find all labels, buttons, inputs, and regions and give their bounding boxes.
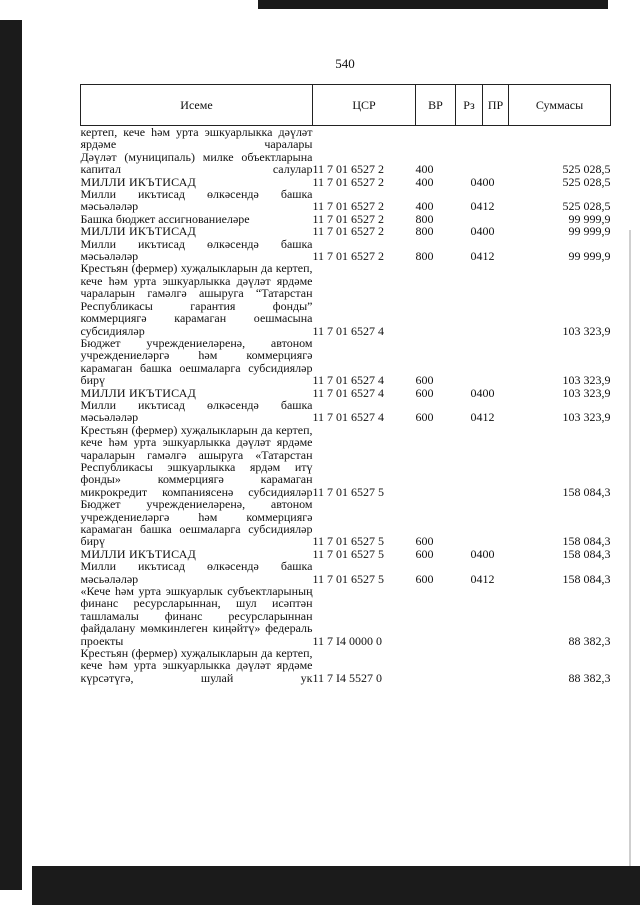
cell-pr bbox=[483, 424, 509, 498]
cell-sum: 103 323,9 bbox=[562, 323, 611, 338]
cell-csr: 11 7 01 6527 4 bbox=[312, 385, 385, 400]
table-row bbox=[81, 262, 611, 336]
cell-csr: 11 7 01 6527 2 bbox=[312, 211, 385, 226]
cell-vr: 600 bbox=[415, 546, 434, 561]
table-row bbox=[81, 238, 611, 263]
cell-pr bbox=[483, 262, 509, 336]
cell-pr bbox=[483, 498, 509, 548]
cell-rz: 04 bbox=[470, 199, 483, 214]
cell-csr: 11 7 01 6527 4 bbox=[312, 323, 385, 338]
cell-vr: 600 bbox=[415, 373, 434, 388]
cell-pr: 12 bbox=[482, 199, 495, 214]
cell-vr: 600 bbox=[415, 571, 434, 586]
cell-name: Крестьян (фермер) хуҗалыкларын да кертеп, кече һәм урта эшкуарлыкка дәүләт ярдәме чараларын гамәлгә ашыруга “Татарстан Республикасы гарантия фонды” коммерциягә карамаган оешмасына субсидияләр bbox=[80, 261, 313, 338]
cell-sum: 525 028,5 bbox=[562, 199, 611, 214]
table-body bbox=[81, 126, 611, 685]
cell-pr: 00 bbox=[482, 546, 495, 561]
cell-vr: 600 bbox=[415, 410, 434, 425]
scan-edge-top bbox=[258, 0, 608, 9]
table-row bbox=[81, 560, 611, 585]
cell-rz bbox=[456, 585, 483, 647]
table-header-row bbox=[81, 85, 611, 126]
cell-vr bbox=[416, 424, 456, 498]
cell-name: МИЛЛИ ИКЪТИСАД bbox=[80, 174, 196, 189]
table-row bbox=[81, 188, 611, 213]
cell-vr: 800 bbox=[415, 224, 434, 239]
cell-csr: 11 7 01 6527 5 bbox=[312, 534, 385, 549]
cell-name: Милли икътисад өлкәсендә башка мәсьәләләр bbox=[80, 397, 313, 425]
cell-vr: 800 bbox=[415, 211, 434, 226]
cell-sum: 88 382,3 bbox=[568, 633, 611, 648]
budget-table bbox=[80, 84, 611, 684]
cell-csr: 11 7 01 6527 2 bbox=[312, 249, 385, 264]
column-header-pr: ПР bbox=[483, 85, 509, 126]
table-row bbox=[81, 337, 611, 387]
cell-pr: 00 bbox=[482, 385, 495, 400]
cell-vr: 400 bbox=[415, 174, 434, 189]
cell-vr: 600 bbox=[415, 534, 434, 549]
cell-sum: 103 323,9 bbox=[562, 410, 611, 425]
scan-edge-right bbox=[629, 230, 631, 870]
cell-name: кертеп, кече һәм урта эшкуарлыкка дәүләт ярдәме чаралары bbox=[80, 125, 313, 152]
cell-sum: 525 028,5 bbox=[562, 162, 611, 177]
cell-csr: 11 7 I4 0000 0 bbox=[312, 633, 383, 648]
cell-sum: 99 999,9 bbox=[568, 224, 611, 239]
cell-pr bbox=[483, 647, 509, 684]
cell-vr: 400 bbox=[415, 199, 434, 214]
cell-pr: 12 bbox=[482, 410, 495, 425]
scan-edge-left bbox=[0, 20, 22, 890]
cell-vr: 400 bbox=[415, 162, 434, 177]
cell-sum: 525 028,5 bbox=[562, 174, 611, 189]
table-row bbox=[81, 498, 611, 548]
cell-rz bbox=[456, 126, 483, 151]
cell-vr bbox=[416, 585, 456, 647]
column-header-rz: Рз bbox=[456, 85, 483, 126]
cell-vr bbox=[416, 647, 456, 684]
cell-sum bbox=[509, 126, 611, 151]
table-row bbox=[81, 399, 611, 424]
table-row bbox=[81, 126, 611, 151]
cell-name: Милли икътисад өлкәсендә башка мәсьәләләр bbox=[80, 187, 313, 214]
cell-sum: 99 999,9 bbox=[568, 211, 611, 226]
cell-sum: 158 084,3 bbox=[562, 546, 611, 561]
cell-pr bbox=[483, 126, 509, 151]
cell-csr bbox=[313, 126, 416, 151]
scan-edge-bottom bbox=[32, 866, 640, 905]
cell-csr: 11 7 01 6527 5 bbox=[312, 546, 385, 561]
cell-rz: 04 bbox=[470, 224, 483, 239]
cell-pr: 12 bbox=[482, 571, 495, 586]
cell-vr bbox=[416, 262, 456, 336]
cell-name: МИЛЛИ ИКЪТИСАД bbox=[80, 546, 196, 561]
cell-name: Дәүләт (муниципаль) милке объектларына капитал салулар bbox=[80, 149, 313, 177]
cell-pr bbox=[483, 151, 509, 176]
cell-name: Башка бюджет ассигнованиеләре bbox=[80, 211, 250, 226]
cell-vr: 800 bbox=[415, 249, 434, 264]
cell-pr bbox=[483, 337, 509, 387]
cell-name: Крестьян (фермер) хуҗалыкларын да кертеп, кече һәм урта эшкуарлыкка дәүләт ярдәме чараларын гамәлгә ашыруга «Татарстан Республикасы эшкуарлыкка ярдәм итү фонды» коммерциягә карамаган микрокредит компаниясенә субсидияләр bbox=[80, 422, 313, 499]
cell-name: Крестьян (фермер) хуҗалыкларын да кертеп, кече һәм урта эшкуарлыкка дәүләт ярдәме күрсәтүгә, шулай ук bbox=[80, 646, 313, 685]
cell-vr bbox=[416, 126, 456, 151]
cell-csr: 11 7 01 6527 2 bbox=[312, 162, 385, 177]
cell-name: Милли икътисад өлкәсендә башка мәсьәләләр bbox=[80, 236, 313, 264]
cell-rz: 04 bbox=[470, 385, 483, 400]
cell-name: МИЛЛИ ИКЪТИСАД bbox=[80, 385, 196, 400]
cell-rz bbox=[456, 424, 483, 498]
cell-name: МИЛЛИ ИКЪТИСАД bbox=[80, 224, 196, 239]
column-header-csr: ЦСР bbox=[313, 85, 416, 126]
cell-sum: 158 084,3 bbox=[562, 534, 611, 549]
cell-pr: 12 bbox=[482, 249, 495, 264]
cell-csr: 11 7 I4 5527 0 bbox=[312, 670, 383, 685]
cell-rz bbox=[456, 498, 483, 548]
cell-rz: 04 bbox=[470, 410, 483, 425]
table-row bbox=[81, 151, 611, 176]
table-row bbox=[81, 647, 611, 684]
column-header-sum: Суммасы bbox=[509, 85, 611, 126]
cell-rz: 04 bbox=[470, 174, 483, 189]
cell-sum: 88 382,3 bbox=[568, 670, 611, 685]
cell-name: «Кече һәм урта эшкуарлык субъектларының финанс ресурсларыннан, шул исәптән ташламалы финанс ресурсларыннан файдалану мөмкинлеген киңәйтү» федераль проекты bbox=[80, 584, 313, 648]
cell-rz bbox=[456, 262, 483, 336]
cell-csr: 11 7 01 6527 2 bbox=[312, 224, 385, 239]
page-number: 540 bbox=[335, 56, 355, 71]
cell-pr bbox=[483, 585, 509, 647]
cell-rz bbox=[456, 647, 483, 684]
cell-name: Бюджет учреждениеләренә, автоном учреждениеләргә һәм коммерциягә карамаган башка оешмаларга субсидияләр бирү bbox=[80, 497, 313, 549]
table-row bbox=[81, 424, 611, 498]
column-header-name: Исеме bbox=[81, 85, 313, 126]
cell-csr: 11 7 01 6527 2 bbox=[312, 174, 385, 189]
cell-pr: 00 bbox=[482, 174, 495, 189]
cell-rz bbox=[456, 151, 483, 176]
table-row bbox=[81, 585, 611, 647]
cell-sum: 158 084,3 bbox=[562, 484, 611, 499]
cell-sum: 99 999,9 bbox=[568, 249, 611, 264]
cell-rz: 04 bbox=[470, 249, 483, 264]
cell-name: Милли икътисад өлкәсендә башка мәсьәләләр bbox=[80, 559, 313, 586]
cell-sum: 103 323,9 bbox=[562, 373, 611, 388]
cell-csr: 11 7 01 6527 5 bbox=[312, 484, 385, 499]
cell-rz: 04 bbox=[470, 571, 483, 586]
cell-sum: 103 323,9 bbox=[562, 385, 611, 400]
cell-csr: 11 7 01 6527 4 bbox=[312, 373, 385, 388]
column-header-vr: ВР bbox=[416, 85, 456, 126]
cell-vr: 600 bbox=[415, 385, 434, 400]
cell-rz bbox=[456, 337, 483, 387]
cell-rz: 04 bbox=[470, 546, 483, 561]
cell-sum: 158 084,3 bbox=[562, 571, 611, 586]
cell-name: Бюджет учреждениеләренә, автоном учреждениеләргә һәм коммерциягә карамаган башка оешмаларга субсидияләр бирү bbox=[80, 335, 313, 388]
cell-csr: 11 7 01 6527 4 bbox=[312, 410, 385, 425]
cell-csr: 11 7 01 6527 2 bbox=[312, 199, 385, 214]
cell-csr: 11 7 01 6527 5 bbox=[312, 571, 385, 586]
table-row bbox=[81, 225, 611, 237]
cell-pr: 00 bbox=[482, 224, 495, 239]
